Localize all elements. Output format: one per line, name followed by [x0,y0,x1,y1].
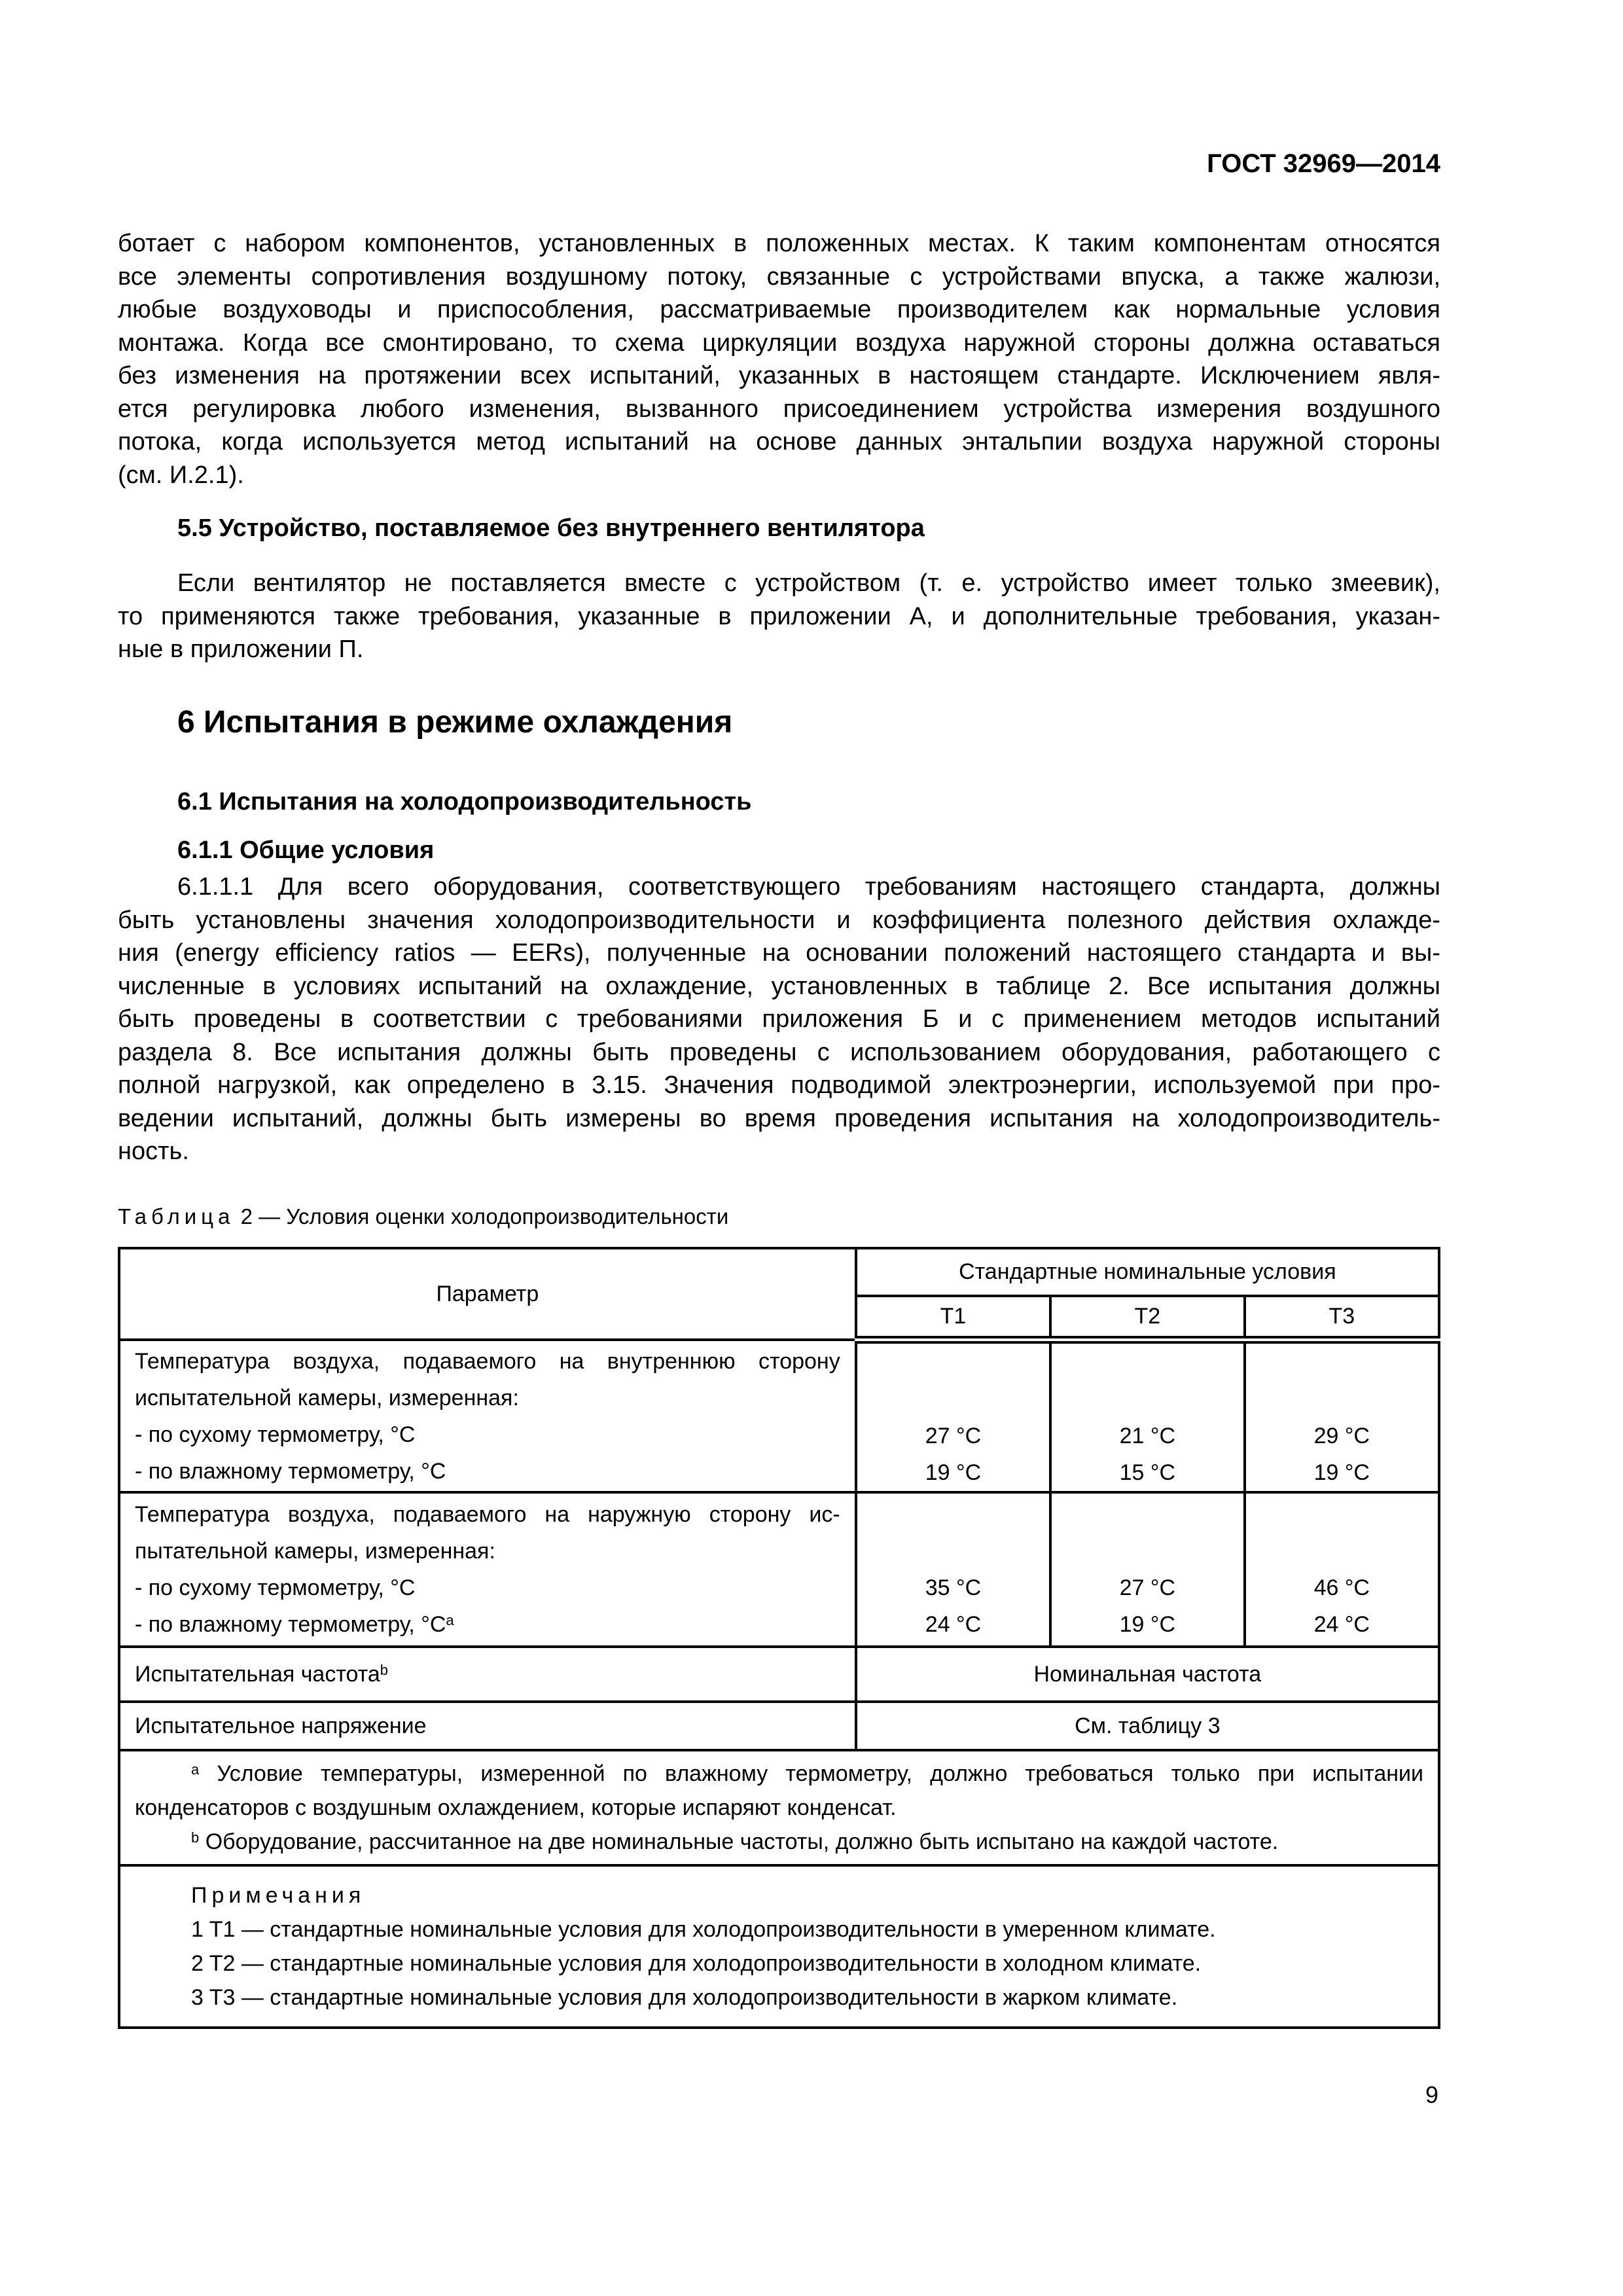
table-row [119,1702,1439,1750]
cell-t2 [1050,1492,1244,1647]
conditions-table [118,1247,1440,2029]
paragraph-6-1-1-1 [118,870,1440,1168]
value: 19 °С [1313,1460,1370,1485]
footnote-ref: a [446,1612,454,1628]
value: 19 °С [1119,1612,1176,1637]
footnote-text: Условие температуры, измеренной по влажному термометру, должно требоваться только при испытании [217,1761,1423,1786]
cell-t1 [856,1492,1050,1647]
note-item: 1 T1 — стандартные номинальные условия для холодопроизводительности в умеренном климате. [191,1917,1216,1942]
param-line: пытательной камеры, измеренная: [135,1539,495,1564]
value: 21 °С [1119,1423,1176,1448]
value: 19 °С [925,1460,982,1485]
caption-label: Таблица [118,1204,235,1229]
row-frequency-value: Номинальная частота [856,1647,1439,1702]
param-line: Температура воздуха, подаваемого на наружную сторону ис- [135,1502,840,1527]
text-line: ния (energy efficiency ratios — EERs), полученные на основании положений настоящего стандарта и вы- [118,939,1440,967]
table-row [119,1340,1439,1492]
footnotes-cell [119,1750,1439,1865]
value: 46 °С [1313,1575,1370,1600]
text-line: любые воздуховоды и приспособления, рассматриваемые производителем как нормальные условия [118,296,1440,323]
header-parameter: Параметр [119,1248,856,1340]
paragraph-continuation [118,227,1440,492]
value: 24 °С [1313,1612,1370,1637]
text-line: 6.1.1.1 Для всего оборудования, соответствующего требованиям настоящего стандарта, должны [177,873,1440,901]
text-line: (см. И.2.1). [118,461,244,489]
heading-6-1-1: 6.1.1 Общие условия [177,836,435,864]
table-row [119,1492,1439,1647]
header-t2: T2 [1050,1296,1244,1340]
note-item: 3 T3 — стандартные номинальные условия для холодопроизводительности в жарком климате. [191,1985,1178,2010]
caption-text: 2 — Условия оценки холодопроизводительности [240,1204,729,1229]
text-line: ность. [118,1138,189,1165]
heading-5-5: 5.5 Устройство, поставляемое без внутреннего вентилятора [177,514,925,542]
text-line: все элементы сопротивления воздушному потоку, связанные с устройствами впуска, а также жалюзи, [118,262,1440,291]
table-row [119,1647,1439,1702]
text-line: численные в условиях испытаний на охлаждение, установленных в таблице 2. Все испытания должны [118,972,1440,1000]
paragraph-5-5 [118,567,1440,666]
param-line: - по влажному термометру, °С [135,1458,446,1484]
table-caption [118,1204,728,1229]
param-line [135,1606,840,1643]
text-line: монтажа. Когда все смонтировано, то схема циркуляции воздуха наружной стороны должна оставаться [118,329,1440,357]
cell-t3 [1245,1492,1439,1647]
text-line: ется регулировка любого изменения, вызванного присоединением устройства измерения воздушного [118,395,1440,423]
value: 35 °С [925,1575,982,1600]
table-notes [119,1865,1439,2028]
text-line: быть установлены значения холодопроизводительности и коэффициента полезного действия охлажде- [118,906,1440,934]
text-line: без изменения на протяжении всех испытаний, указанных в настоящем стандарте. Исключением явля- [118,362,1440,389]
row-outdoor-param [119,1492,856,1647]
text-line: ботает с набором компонентов, установленных в положенных местах. К таким компонентам относятся [118,230,1440,257]
footnote-text: Оборудование, рассчитанное на две номинальные частоты, должно быть испытано на каждой частоте. [205,1829,1279,1854]
footnote-text: конденсаторов с воздушным охлаждением, которые испаряют конденсат. [135,1795,897,1820]
param-line: испытательной камеры, измеренная: [135,1385,519,1410]
page-number: 9 [1425,2081,1438,2108]
footnote-mark: b [191,1829,200,1846]
row-frequency-label [119,1647,856,1702]
value: 27 °С [1119,1575,1176,1600]
heading-6: 6 Испытания в режиме охлаждения [177,705,733,740]
footnote-ref: b [380,1661,389,1678]
param-line: - по сухому термометру, °С [135,1575,416,1600]
text-line: то применяются также требования, указанные в приложении А, и дополнительные требования, указан- [118,602,1440,630]
cell-t2 [1050,1340,1244,1492]
cell-t3 [1245,1340,1439,1492]
value: 24 °С [925,1612,982,1637]
text-line: раздела 8. Все испытания должны быть проведены с использованием оборудования, работающего с [118,1038,1440,1066]
row-indoor-param [119,1340,856,1492]
text-line: Если вентилятор не поставляется вместе с устройством (т. е. устройство имеет только змеевик), [177,569,1440,597]
text-line: ные в приложении П. [118,636,364,663]
row-voltage-value: См. таблицу 3 [856,1702,1439,1750]
footnote-mark: a [191,1761,200,1778]
text-line: ведении испытаний, должны быть измерены во время проведения испытания на холодопроизводитель- [118,1104,1440,1132]
value: 15 °С [1119,1460,1176,1485]
value: 29 °С [1313,1423,1370,1448]
param-text: - по влажному термометру, °С [135,1612,446,1637]
text-line: потока, когда используется метод испытаний на основе данных энтальпии воздуха наружной стороны [118,428,1440,456]
cell-t1 [856,1340,1050,1492]
value: 27 °С [925,1423,982,1448]
param-line: Температура воздуха, подаваемого на внутреннюю сторону [135,1348,840,1374]
header-t3: T3 [1245,1296,1439,1340]
notes-cell [119,1865,1439,2028]
header-standard-conditions: Стандартные номинальные условия [856,1248,1439,1296]
document-number-header: ГОСТ 32969—2014 [1207,149,1440,178]
label: Испытательная частота [135,1661,380,1687]
param-line: - по сухому термометру, °С [135,1422,416,1447]
heading-6-1: 6.1 Испытания на холодопроизводительность [177,788,752,816]
notes-title: Примечания [191,1883,366,1908]
header-t1: T1 [856,1296,1050,1340]
row-voltage-label: Испытательное напряжение [119,1702,856,1750]
text-line: быть проведены в соответствии с требованиями приложения Б и с применением методов испытаний [118,1005,1440,1033]
text-line: полной нагрузкой, как определено в 3.15. Значения подводимой электроэнергии, используемой при про- [118,1071,1440,1099]
table-footnotes [119,1750,1439,1865]
note-item: 2 T2 — стандартные номинальные условия для холодопроизводительности в холодном климате. [191,1951,1202,1976]
